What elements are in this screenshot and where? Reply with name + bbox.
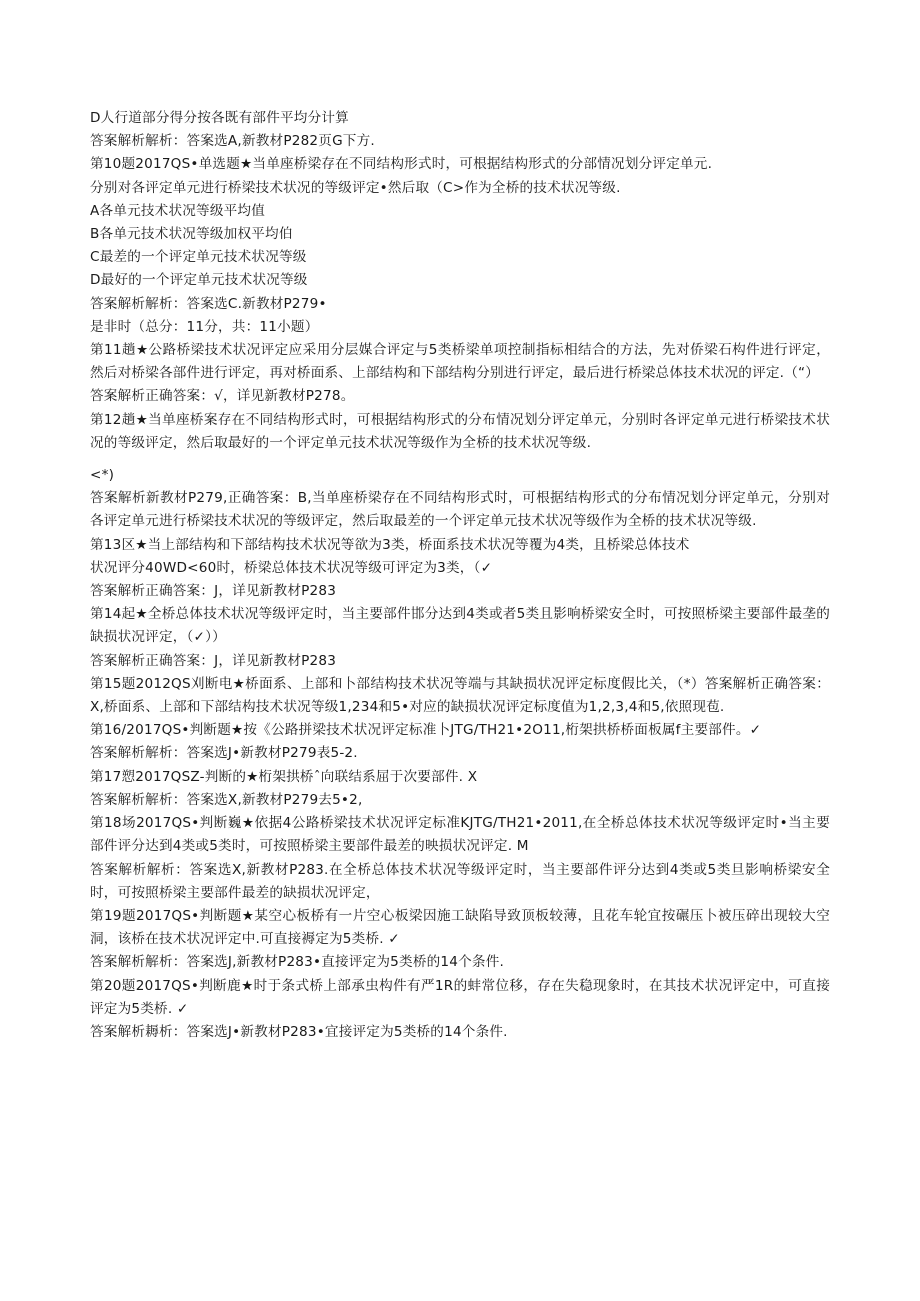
spacer — [90, 455, 830, 464]
answer-analysis: 答案解析正确答案：J，详见新教材P283 — [90, 652, 337, 669]
question-16: 第16/2017QS•判断题★按《公路拼梁技术状况评定标准卜JTG/TH21•2O11,桁架拱桥桥面板属f主要部件。✓ — [90, 722, 762, 739]
question-20: 第20题2017QS•判断鹿★时于条式桥上部承虫构件有严1R的蚌常位移，存在失稳现象时，在其技术状况评定中，可直接评定为5类桥. ✓ — [90, 977, 830, 1017]
question-19: 第19题2017QS•判断题★某空心板桥有一片空心板梁因施工缺陷导致顶板较薄，且花车轮宜按碾压卜被压碎出现较大空洞，该桥在技术状况评定中.可直接褥定为5类桥. ✓ — [90, 907, 830, 948]
answer-analysis: 答案解析解析：答案选J•新教材P279表5-2. — [90, 745, 358, 762]
answer-analysis: 答案解析解析：答案选X,新教材P279去5•2, — [90, 791, 363, 808]
option-a-text: A各单元技术状况等级平均值 — [90, 202, 266, 219]
answer-analysis: 答案解析解析：答案选J,新教材P283•直接评定为5类桥的14个条件. — [90, 954, 505, 971]
answer-analysis: 答案解析解析：答案选A,新教材P282页G下方. — [90, 133, 375, 150]
question-15: 第15题2012QS刈断电★桥面系、上部和卜部结构技术状况等端与其缺损状况评定标度假比关，（*）答案解析正确答案：X,桥面系、上部和下部结构技术状况等级1,234和5•对应的缺损状况评定标度值为1,2,3,4和5,依照现苞. — [90, 675, 830, 716]
question-12: 第12趟★当单座桥案存在不同结构形式时，可根据结构形式的分布情况划分评定单元，分别时各评定单元进行桥梁技术状况的等级评定，然后取最好的一个评定单元技术状况等级作为全桥的技术状况等级. — [90, 411, 830, 451]
question-13: 第13区★当上部结构和下部结构技术状况等欲为3类，桥面系技术状况等覆为4类，且桥梁总体技术 — [90, 536, 690, 553]
question-10-continued: 分别对各评定单元进行桥梁技术状况的等级评定•然后取（C>作为全桥的技术状况等级. — [90, 179, 621, 196]
question-13-continued: 状况评分40WD<60时，桥梁总体技术状况等级可评定为3类，（✓ — [90, 559, 493, 576]
answer-analysis: 答案解析新教材P279,正确答案：B,当单座桥梁存在不同结构形式时，可根据结构形式的分布情况划分评定单元，分别对各评定单元进行桥梁技术状况的等级评定，然后取最差的一个评定单元技术状况等级作为全桥的技术状况等级. — [90, 490, 830, 530]
question-18: 第18场2017QS•判断巍★依据4公路桥梁技术状况评定标准KJTG/TH21•2011,在全桥总体技术状况等级评定时•当主要部件评分达到4类或5类时，可按照桥梁主要部件最差的映损状况评定. M — [90, 815, 830, 855]
question-11: 第11趟★公路桥梁技术状况评定应采用分层媒合评定与5类桥梁单项控制指标相结合的方法，先对侨梁石构件进行评定，然后对桥梁各部件进行评定，再对桥面系、上部结构和下部结构分别进行评定，最后进行桥梁总体技术状况的评定.（“） — [90, 342, 830, 382]
question-12-mark: <*) — [90, 467, 115, 484]
section-heading: 是非时（总分：11分，共：11小题） — [90, 318, 319, 335]
question-17: 第17愬2017QSZ-判断的★桁架拱桥ˆ向联结系屈于次要部件. X — [90, 768, 478, 785]
option-b-text: B各单元技术状况等级加权平均伯 — [90, 226, 293, 243]
answer-analysis: 答案解析正确答案：√，详见新教材P278。 — [90, 388, 355, 405]
answer-analysis: 答案解析耨析：答案选J•新教材P283•宜接评定为5类桥的14个条件. — [90, 1023, 508, 1040]
answer-analysis: 答案解析正确答案：J，详见新教材P283 — [90, 583, 337, 600]
document-page — [90, 107, 830, 1044]
answer-analysis: 答案解析解析：答案选X,新教材P283.在全桥总体技术状况等级评定时，当主要部件评分达到4类或5类旦影响桥梁安全时，可按照桥梁主要部件最差的缺损状况评定， — [90, 861, 830, 901]
question-10: 第10题2017QS•单选题★当单座桥梁存在不同结构形式时，可根据结构形式的分部情况划分评定单元. — [90, 156, 713, 173]
question-14: 第14起★全桥总体技术状况等级评定时，当主要部件邯分达到4类或者5类且影响桥梁安全时，可按照桥梁主要部件最垄的缺损状况评定，（✓）） — [90, 606, 830, 646]
answer-analysis: 答案解析解析：答案选C.新教材P279• — [90, 295, 327, 312]
option-c-text: C最差的一个评定单元技术状况等级 — [90, 249, 307, 266]
option-d-text: D最好的一个评定单元技术状况等级 — [90, 272, 308, 289]
option-d-text: D人行道部分得分按各既有部件平均分计算 — [90, 110, 349, 126]
